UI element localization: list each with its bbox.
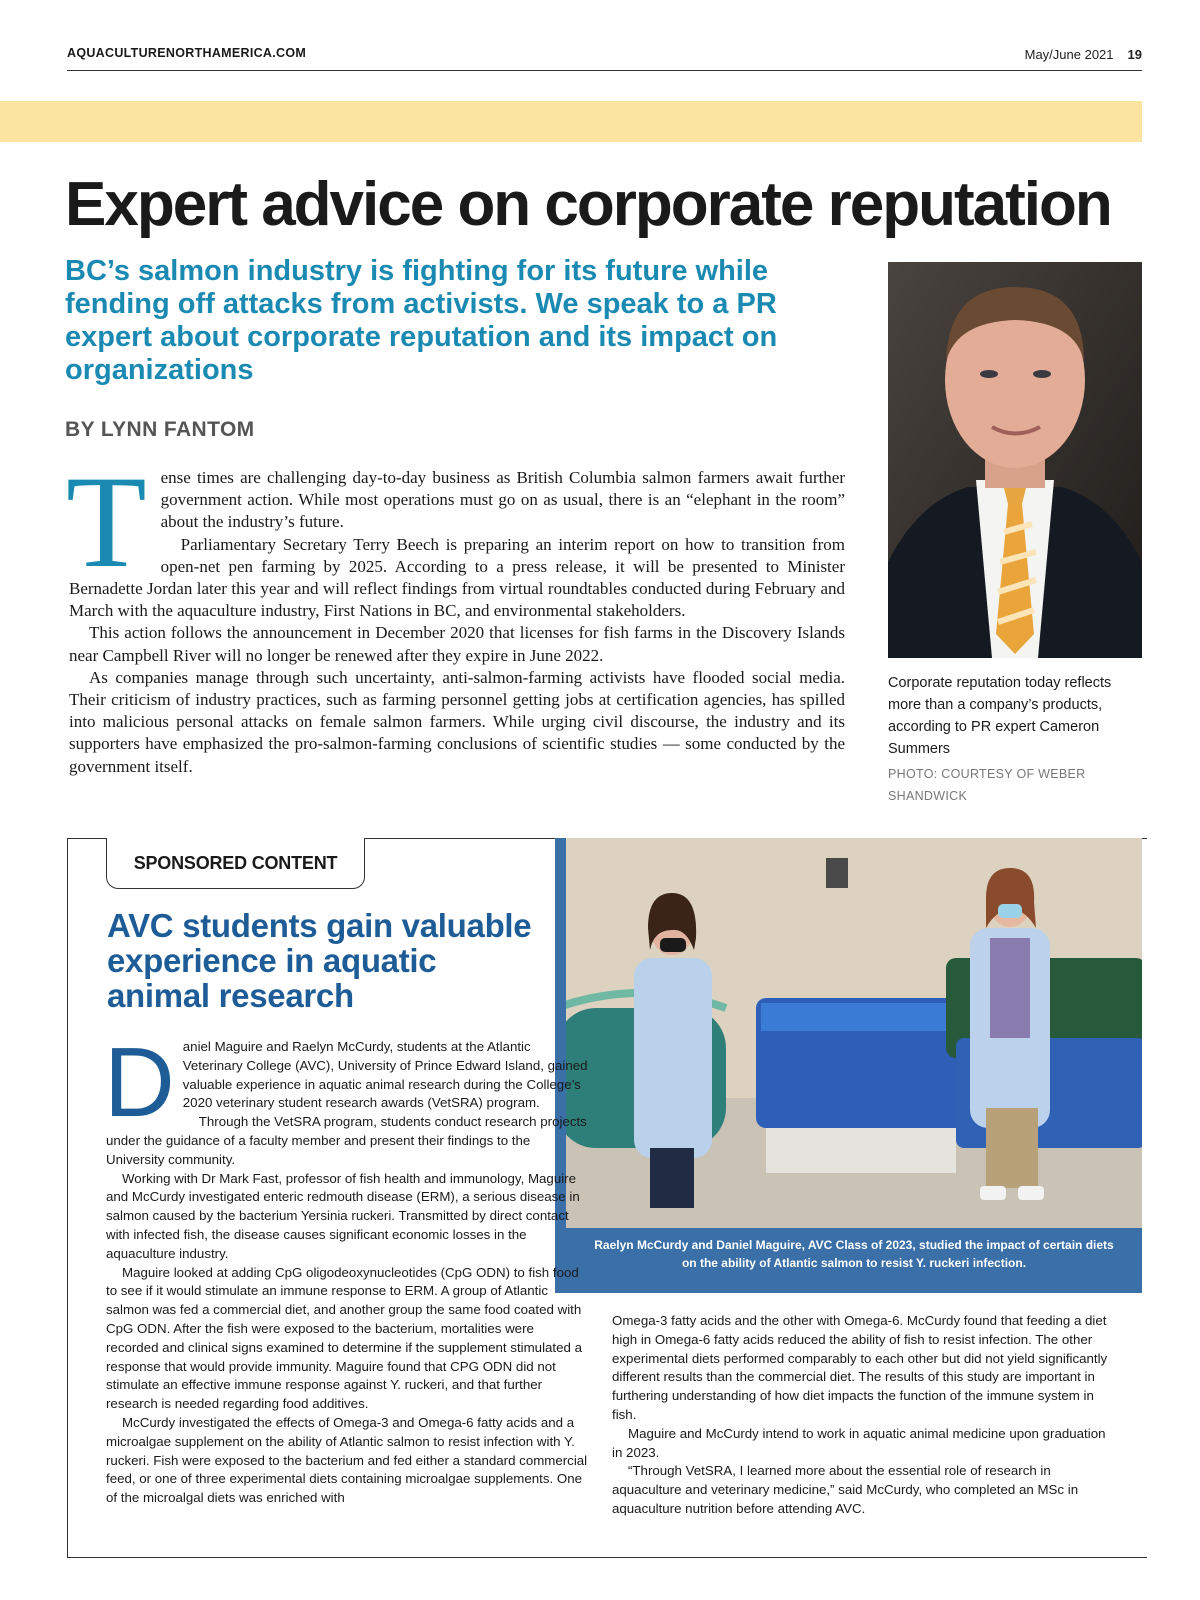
page-number: 19 (1127, 47, 1142, 62)
article-paragraph: As companies manage through such uncertainty, anti-salmon-farming activists have flooded social media. Their criticism of industry practices, such as farming personnel getting jobs at certification agencies, has spilled into malicious personal attacks on female salmon farmers. While urging civil discourse, the industry and its supporters have emphasized the pro-salmon-farming conclusions of scientific studies — some conducted by the government itself. (69, 667, 845, 776)
sponsored-body-continued (612, 1312, 1110, 1519)
sponsored-paragraph: Omega-3 fatty acids and the other with Omega-6. McCurdy found that feeding a diet high in Omega-6 fatty acids reduced the ability of fish to resist infection. The other experimental diets performed comparably to each other but did not yield significantly different results than the commercial diet. The results of this study are important in furthering understanding of how diet impacts the function of the immune system in fish. (612, 1313, 1108, 1422)
sponsored-paragraph: Through the VetSRA program, students conduct research projects under the guidance of a faculty member and present their findings to the University community. (106, 1114, 587, 1167)
students-illustration (566, 838, 1142, 1228)
sponsored-paragraph: Working with Dr Mark Fast, professor of fish health and immunology, Maguire and McCurdy investigated enteric redmouth disease (ERM), a serious disease in salmon caused by the bacterium Yersinia ruckeri. Transmitted by direct contact with infected fish, the disease causes significant economic losses in the aquaculture industry. (106, 1170, 580, 1261)
portrait-illustration (888, 262, 1142, 658)
portrait-photo (888, 262, 1142, 658)
sponsored-paragraph: McCurdy investigated the effects of Omega-3 and Omega-6 fatty acids and a microalgae supplement on the ability of Atlantic salmon to resist infection with Y. ruckeri. Fish were exposed to the bacterium and fed either a standard commercial feed, or one of three experimental diets containing microalgae supplements. One of the microalgal diets was enriched with (106, 1414, 588, 1506)
article-body (66, 448, 845, 778)
sponsored-paragraph: Maguire looked at adding CpG oligodeoxynucleotides (CpG ODN) to fish food to see if it would stimulate an immune response to ERM. A group of Atlantic salmon was fed a commercial diet, and another group the same food coated with CpG ODN. After the fish were exposed to the bacterium, mortalities were recorded and clinical signs examined to determine if the supplement stimulated a response that would provide immunity. Maguire found that CPG ODN did not stimulate an effective immune response against Y. ruckeri, and that further research is needed regarding food additives. (106, 1264, 582, 1412)
article-paragraph: ense times are challenging day-to-day business as British Columbia salmon farmers await further government action. While most operations must go on as usual, there is an “elephant in the room” about the industry’s future. (160, 468, 845, 532)
article-paragraph: Parliamentary Secretary Terry Beech is preparing an interim report on how to transition from open-net pen farming by 2025. According to a press release, it will be presented to Minister Bernadette Jordan later this year and will reflect findings from virtual roundtables conducted during February and March with the aquaculture industry, First Nations in BC, and environmental stakeholders. (69, 534, 845, 621)
drop-cap: T (66, 448, 147, 595)
sponsored-title: AVC students gain valuable experience in aquatic animal research (107, 907, 532, 1014)
site-url: AQUACULTURENORTHAMERICA.COM (67, 46, 307, 60)
article-dek: BC’s salmon industry is fighting for its future while fending off attacks from activists. We speak to a PR expert about corporate reputation and its impact on organizations (65, 255, 778, 386)
article-paragraph: This action follows the announcement in December 2020 that licenses for fish farms in the Discovery Islands near Campbell River will no longer be renewed after they expire in June 2022. (69, 623, 845, 665)
sponsored-paragraph: aniel Maguire and Raelyn McCurdy, students at the Atlantic Veterinary College (AVC), University of Prince Edward Island, gained valuable experience in aquatic animal research during the College’s 2020 veterinary student research awards (VetSRA) program. (182, 1039, 588, 1111)
article-headline: Expert advice on corporate reputation (65, 170, 1111, 239)
issue-info (1025, 47, 1142, 62)
students-photo-caption: Raelyn McCurdy and Daniel Maguire, AVC Class of 2023, studied the impact of certain diets on the ability of Atlantic salmon to resist Y. ruckeri infection. (594, 1238, 1114, 1270)
article-byline: BY LYNN FANTOM (65, 418, 255, 441)
photo-credit: PHOTO: COURTESY OF WEBER SHANDWICK (888, 767, 1086, 803)
header-rule (67, 70, 1142, 71)
portrait-caption: Corporate reputation today reflects more than a company’s products, according to PR expert Cameron Summers (888, 675, 1112, 757)
students-photo (566, 838, 1142, 1228)
section-color-band (0, 101, 1142, 142)
sponsored-paragraph: Maguire and McCurdy intend to work in aquatic animal medicine upon graduation in 2023. (612, 1425, 1106, 1460)
drop-cap: D (104, 1027, 175, 1137)
sponsored-body (104, 1027, 590, 1508)
issue-date: May/June 2021 (1024, 47, 1114, 62)
sponsored-tab: SPONSORED CONTENT (106, 838, 365, 889)
sponsored-paragraph: “Through VetSRA, I learned more about the essential role of research in aquaculture and veterinary medicine,” said McCurdy, who completed an MSc in aquaculture nutrition before attending AVC. (612, 1463, 1079, 1516)
